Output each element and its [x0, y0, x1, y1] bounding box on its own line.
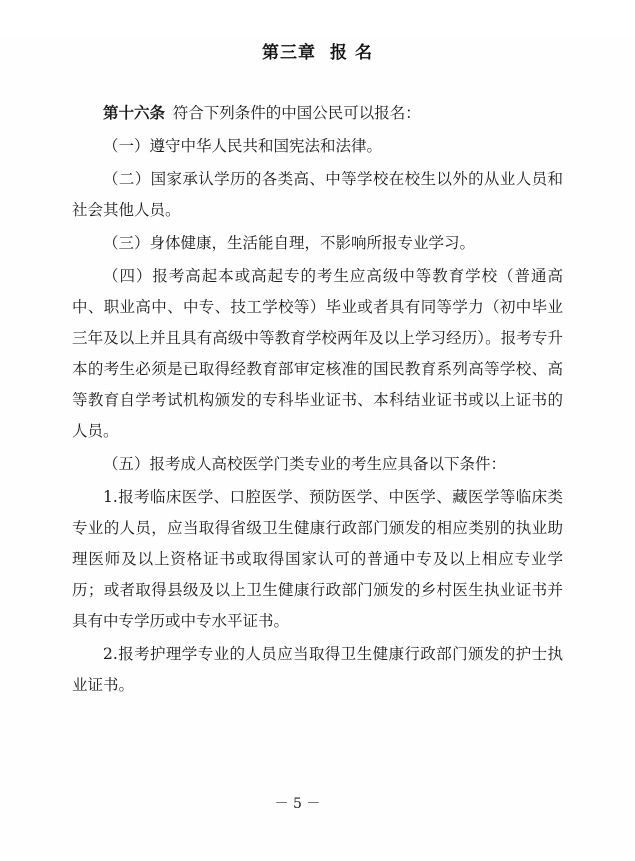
page-number: － 5 －	[274, 796, 321, 812]
paragraph-item-5-2: 2.报考护理学专业的人员应当取得卫生健康行政部门颁发的护士执业证书。	[72, 645, 563, 694]
paragraph-item-2: （二）国家承认学历的各类高、中等学校在校生以外的从业人员和社会其他人员。	[72, 170, 563, 219]
paragraph-item-3: （三）身体健康，生活能自理，不影响所报专业学习。	[103, 234, 476, 252]
paragraph-item-5: （五）报考成人高校医学门类专业的考生应具备以下条件：	[103, 455, 507, 473]
chapter-title	[72, 38, 563, 63]
article-lead-text: 符合下列条件的中国公民可以报名：	[172, 104, 421, 122]
paragraph-item-4: （四）报考高起本或高起专的考生应高级中等教育学校（普通高中、职业高中、中专、技工学校等）毕业或者具有同等学力（初中毕业三年及以上并且具有高级中等教育学校两年及以上学习经历）。报考专升本的考生必须是已取得经教育部审定核准的国民教育系列高等学校、高等教育自学考试机构颁发的专科毕业证书、本科结业证书或以上证书的人员。	[72, 267, 563, 440]
chapter-title-right: 报 名	[330, 43, 373, 63]
paragraph-item-1: （一）遵守中华人民共和国宪法和法律。	[103, 137, 383, 155]
document-page	[0, 38, 635, 861]
article-label: 第十六条	[103, 103, 166, 122]
article-paragraph	[72, 97, 563, 129]
chapter-title-left: 第三章	[262, 43, 317, 63]
paragraph-item-5-1: 1.报考临床医学、口腔医学、预防医学、中医学、藏医学等临床类专业的人员，应当取得省级卫生健康行政部门颁发的相应类别的执业助理医师及以上资格证书或取得国家认可的普通中专及以上相应专业学历；或者取得县级及以上卫生健康行政部门颁发的乡村医生执业证书并具有中专学历或中专水平证书。	[72, 488, 563, 630]
